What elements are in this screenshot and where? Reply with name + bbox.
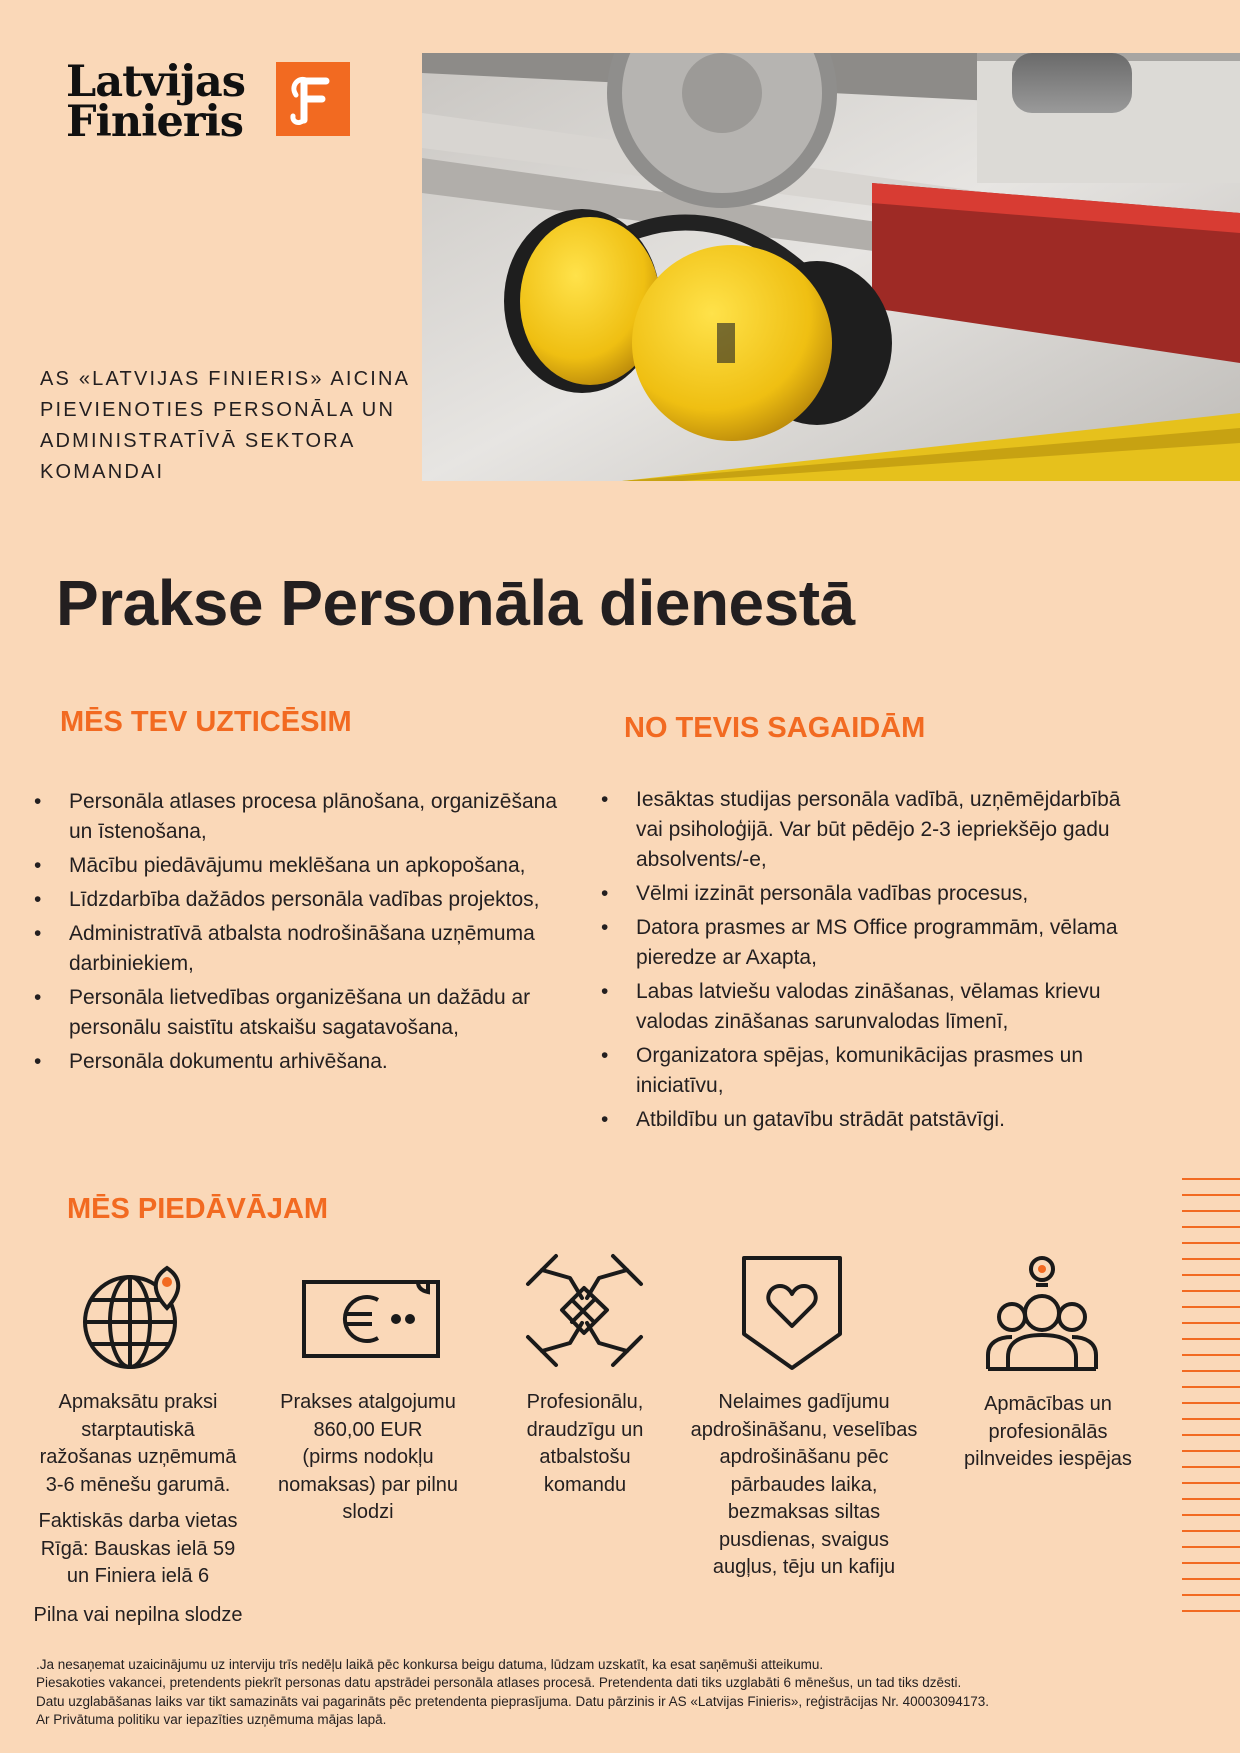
benefit-line: pusdienas, svaigus — [718, 1528, 890, 1551]
shield-heart-icon — [740, 1254, 844, 1377]
hero-photo-saw-and-earmuffs — [422, 53, 1240, 481]
benefit-salary — [258, 1389, 478, 1527]
benefit-line: Prakses atalgojumu — [280, 1391, 456, 1413]
team-hands-icon — [522, 1248, 647, 1378]
offer-heading: MĒS PIEDĀVĀJAM — [67, 1193, 329, 1225]
footer-line: Piesakoties vakancei, pretendents piekrīt personas datu apstrādei personāla atlases procesā. Pretendenta dati tiks uzglabāti 6 mēnešus, un tad tiks dzēsti. — [36, 1675, 962, 1691]
benefit-insurance — [674, 1389, 934, 1582]
list-item: • Administratīvā atbalsta nodrošināšana uzņēmuma darbiniekiem, — [34, 919, 574, 979]
group-idea-icon — [984, 1255, 1100, 1378]
footer-line: .Ja nesaņemat uzaicinājumu uz interviju trīs nedēļu laikā pēc konkursa beigu datuma, lūdzam uzskatīt, ka esat saņēmuši atteikumu. — [36, 1657, 824, 1672]
benefit-line: profesionālās — [988, 1420, 1108, 1443]
benefit-line: slodzi — [342, 1501, 394, 1523]
benefit-line: 3-6 mēnešu garumā. — [45, 1473, 231, 1496]
intro-line: PIEVIENOTIES PERSONĀLA UN — [40, 399, 396, 421]
benefit-line: apdrošināšanu, veselības — [690, 1418, 918, 1441]
euro-banknote-icon — [300, 1278, 442, 1365]
list-item: • Datora prasmes ar MS Office programmām, vēlama pieredze ar Axapta, — [601, 913, 1146, 973]
benefit-training — [940, 1391, 1156, 1474]
benefit-line: draudzīgu un — [526, 1418, 644, 1441]
intro-line: AS «LATVIJAS FINIERIS» AICINA — [40, 368, 411, 390]
trust-list-container — [34, 787, 574, 1081]
benefit-line: ražošanas uzņēmumā — [39, 1446, 237, 1468]
benefit-line: Nelaimes gadījumu — [718, 1391, 890, 1413]
benefit-line: nomaksas) par pilnu — [277, 1473, 459, 1496]
logo-line-2: Finieris — [66, 97, 244, 147]
footer-line: Datu uzglabāšanas laiks var tikt samazināts vai pagarināts pēc pretendenta pieprasījuma. Datu pārzinis ir AS «Latvijas Finieris», reģistrācijas Nr. 40003094173. — [36, 1693, 990, 1709]
expect-list-container — [601, 785, 1146, 1139]
list-item: • Līdzdarbība dažādos personāla vadības projektos, — [34, 885, 574, 915]
logo-line-1: Latvijas — [66, 57, 245, 107]
location-line: Rīgā: Bauskas ielā 59 — [40, 1537, 236, 1560]
list-item: • Personāla lietvedības organizēšana un dažādu ar personālu saistītu atskaišu sagatavošana, — [34, 983, 574, 1043]
globe-location-icon — [82, 1262, 192, 1377]
list-item: • Personāla atlases procesa plānošana, organizēšana un īstenošana, — [34, 787, 574, 847]
benefit-line: apdrošināšanu pēc — [719, 1446, 889, 1468]
intro-text — [40, 364, 430, 488]
benefit-line: augļus, tēju un kafiju — [712, 1556, 896, 1578]
benefit-line: Profesionālu, — [526, 1391, 644, 1413]
logo-f-mark-icon — [276, 62, 350, 136]
benefit-line: 860,00 EUR — [313, 1418, 423, 1441]
footer-line: Ar Privātuma politiku var iepazīties uzņēmuma mājas lapā. — [36, 1711, 387, 1727]
trust-heading: MĒS TEV UZTICĒSIM — [60, 706, 352, 738]
list-item: • Mācību piedāvājumu meklēšana un apkopošana, — [34, 851, 574, 881]
benefit-team — [490, 1389, 680, 1499]
trust-list — [34, 787, 574, 1077]
benefit-paid-internship — [16, 1389, 260, 1629]
list-item: • Vēlmi izzināt personāla vadības procesus, — [601, 879, 1146, 909]
list-item: • Labas latviešu valodas zināšanas, vēlamas krievu valodas zināšanas sarunvalodas līmenī, — [601, 977, 1146, 1037]
benefit-line: (pirms nodokļu — [302, 1446, 434, 1468]
benefit-line: pilnveides iespējas — [964, 1448, 1132, 1470]
benefit-line: starptautiskā — [81, 1418, 195, 1441]
benefit-line: komandu — [543, 1473, 627, 1496]
benefit-line: Apmaksātu praksi — [58, 1391, 218, 1413]
expect-list — [601, 785, 1146, 1135]
footer-note — [36, 1656, 1206, 1729]
intro-line: ADMINISTRATĪVĀ SEKTORA — [40, 430, 356, 452]
list-item: • Personāla dokumentu arhivēšana. — [34, 1047, 574, 1077]
benefit-line: atbalstošu — [539, 1446, 631, 1468]
location-line: Faktiskās darba vietas — [38, 1510, 238, 1532]
workload-text: Pilna vai nepilna slodze — [33, 1603, 243, 1626]
list-item: • Organizatora spējas, komunikācijas prasmes un iniciatīvu, — [601, 1041, 1146, 1101]
list-item: • Atbildību un gatavību strādāt patstāvīgi. — [601, 1105, 1146, 1135]
decorative-stripes — [1182, 1178, 1240, 1626]
company-logo-text — [66, 57, 245, 147]
benefit-line: pārbaudes laika, — [730, 1473, 878, 1496]
benefit-line: bezmaksas siltas — [727, 1501, 881, 1523]
list-item: • Iesāktas studijas personāla vadībā, uzņēmējdarbībā vai psiholoģijā. Var būt pēdējo 2-3 iepriekšējo gadu absolvents/-e, — [601, 785, 1146, 875]
page-title: Prakse Personāla dienestā — [56, 567, 855, 639]
intro-line: KOMANDAI — [40, 461, 165, 483]
benefit-line: Apmācības un — [984, 1393, 1112, 1415]
expect-heading: NO TEVIS SAGAIDĀM — [624, 712, 926, 744]
location-line: un Finiera ielā 6 — [66, 1565, 210, 1587]
